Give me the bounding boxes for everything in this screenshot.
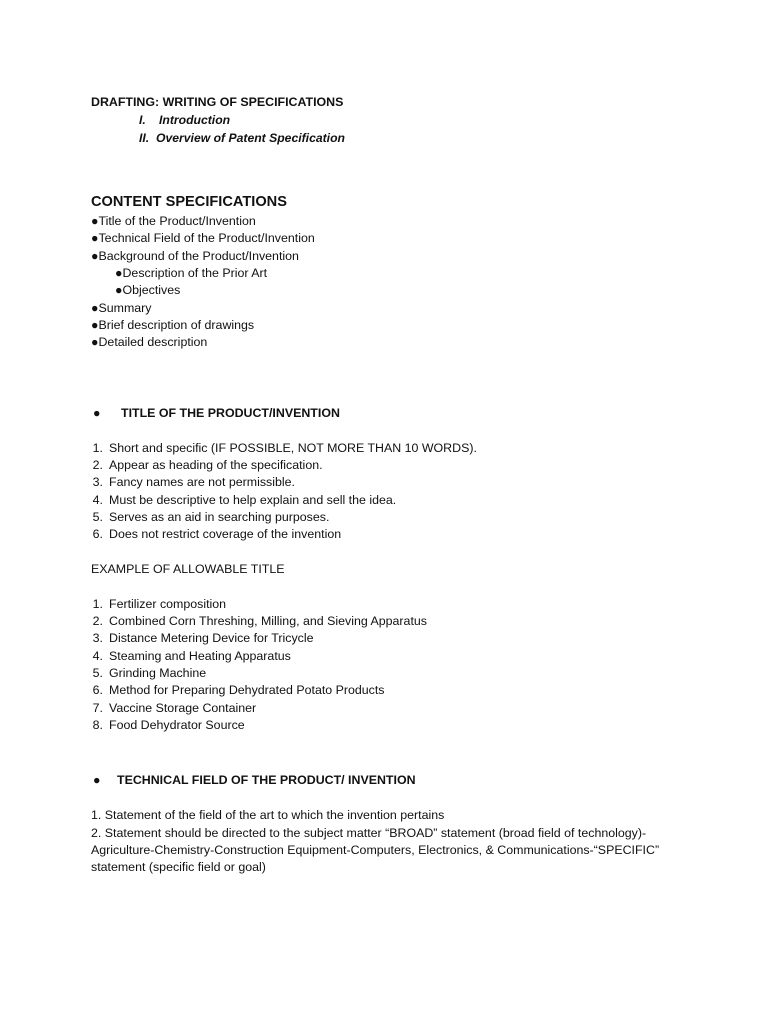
document-title: DRAFTING: WRITING OF SPECIFICATIONS bbox=[91, 95, 344, 109]
content-subitem: ●Objectives bbox=[115, 283, 181, 297]
content-specifications-heading: CONTENT SPECIFICATIONS bbox=[91, 194, 287, 210]
content-item: ●Brief description of drawings bbox=[91, 318, 255, 332]
example-item: 8. Food Dehydrator Source bbox=[92, 718, 245, 732]
content-item: ●Summary bbox=[91, 301, 152, 315]
content-item: ●Technical Field of the Product/Invention bbox=[91, 231, 315, 245]
example-heading: EXAMPLE OF ALLOWABLE TITLE bbox=[91, 562, 285, 576]
example-item: 7. Vaccine Storage Container bbox=[92, 701, 257, 715]
example-item: 4. Steaming and Heating Apparatus bbox=[92, 649, 291, 663]
list-item: 5. Serves as an aid in searching purposes. bbox=[92, 510, 330, 524]
list-item: 4. Must be descriptive to help explain and sell the idea. bbox=[92, 493, 397, 507]
content-item: ●Background of the Product/Invention bbox=[91, 249, 299, 263]
bullet-icon: ● bbox=[93, 773, 101, 787]
bullet-icon: ● bbox=[93, 406, 101, 420]
section-heading-text: TECHNICAL FIELD OF THE PRODUCT/ INVENTION bbox=[117, 773, 416, 787]
paragraph: 2. Statement should be directed to the subject matter “BROAD” statement (broad field of technology)-Agriculture-Chemistry-Construction Equipment-Computers, Electronics, & Communications-“SPECIFIC” statement (specific field or goal) bbox=[91, 826, 660, 875]
section-heading-text: TITLE OF THE PRODUCT/INVENTION bbox=[121, 406, 340, 420]
outline-number: II. bbox=[139, 131, 150, 145]
content-subitem: ●Description of the Prior Art bbox=[115, 266, 268, 280]
example-item: 2. Combined Corn Threshing, Milling, and Sieving Apparatus bbox=[92, 614, 427, 628]
paragraph: 1. Statement of the field of the art to which the invention pertains bbox=[91, 808, 445, 822]
list-item: 1. Short and specific (IF POSSIBLE, NOT MORE THAN 10 WORDS). bbox=[92, 441, 477, 455]
content-item: ●Title of the Product/Invention bbox=[91, 214, 256, 228]
example-item: 3. Distance Metering Device for Tricycle bbox=[92, 631, 314, 645]
content-item: ●Detailed description bbox=[91, 335, 208, 349]
outline-item-overview bbox=[139, 130, 345, 147]
outline-item-introduction bbox=[139, 112, 230, 129]
list-item: 2. Appear as heading of the specification. bbox=[92, 458, 323, 472]
section-heading-title bbox=[93, 405, 340, 422]
example-item: 6. Method for Preparing Dehydrated Potato Products bbox=[92, 683, 385, 697]
example-item: 5. Grinding Machine bbox=[92, 666, 207, 680]
outline-label: Introduction bbox=[159, 113, 231, 127]
list-item: 3. Fancy names are not permissible. bbox=[92, 475, 295, 489]
section-heading-technical-field bbox=[93, 772, 416, 789]
outline-label: Overview of Patent Specification bbox=[156, 131, 345, 145]
list-item: 6. Does not restrict coverage of the invention bbox=[92, 527, 342, 541]
example-item: 1. Fertilizer composition bbox=[92, 597, 227, 611]
outline-number: I. bbox=[139, 113, 146, 127]
